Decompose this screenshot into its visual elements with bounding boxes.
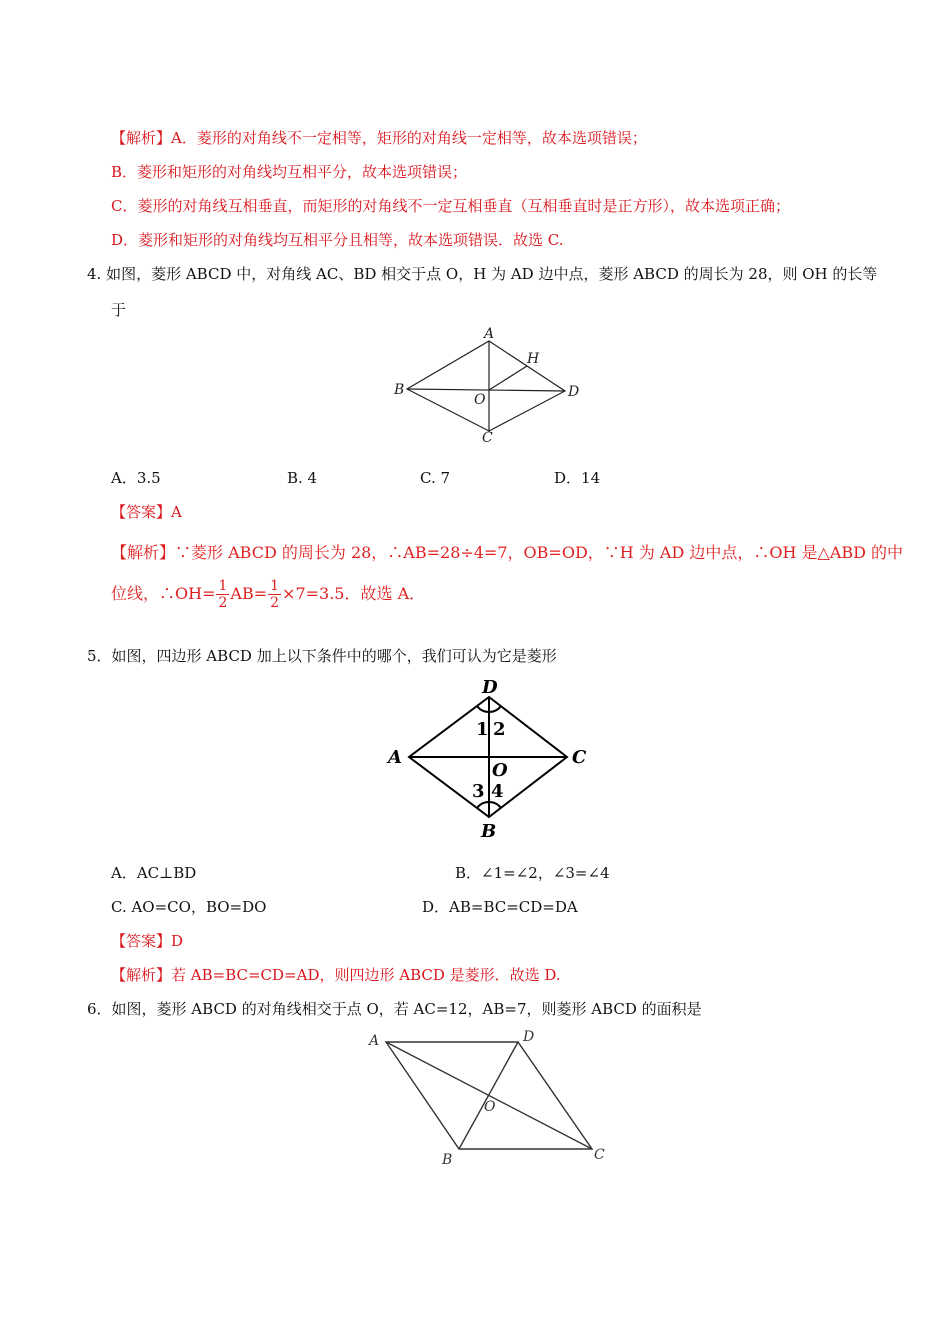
q5-solution: 【解析】若 AB=BC=CD=AD，则四边形 ABCD 是菱形．故选 D. [111,966,561,984]
q4-fraction-1 [216,578,229,611]
q4-label-o: O [474,392,486,408]
q5-label-c: C [572,747,587,768]
q5-label-4: 4 [491,781,504,802]
q4-stem-line2: 于 [111,301,127,319]
q6-stem: 6．如图，菱形 ABCD 的对角线相交于点 O，若 AC=12，AB=7，则菱形 ABCD 的面积是 [87,1000,702,1018]
q5-stem: 5．如图，四边形 ABCD 加上以下条件中的哪个，我们可认为它是菱形 [87,647,557,665]
q6-label-o: O [484,1099,496,1115]
q4-rhombus [407,341,565,431]
q4-solution-line2-end: ×7=3.5．故选 A． [282,584,426,603]
q6-diagonal-bd [459,1042,518,1149]
q5-label-o: O [492,760,508,781]
q4-option-d: D．14 [554,469,601,487]
q6-figure [360,1025,615,1173]
q4-fraction-2-den: 2 [270,595,280,611]
q5-label-d: D [482,677,498,698]
q4-label-h: H [527,351,540,367]
q5-option-d: D．AB=BC=CD=DA [422,898,578,916]
q6-label-b: B [442,1152,453,1168]
q5-answer: 【答案】D [111,932,184,950]
q4-label-a: A [484,326,495,342]
q4-solution-line2-mid: AB= [230,584,268,603]
q4-option-c: C. 7 [420,469,451,487]
q5-option-c: C. AO=CO，BO=DO [111,898,267,916]
q4-label-c: C [482,430,493,446]
q4-fraction-2-num: 1 [270,578,280,594]
q4-label-b: B [394,382,405,398]
q4-option-a: A．3.5 [111,469,161,487]
q5-label-1: 1 [476,719,489,740]
q4-stem-line1: 4. 如图，菱形 ABCD 中，对角线 AC、BD 相交于点 O，H 为 AD 边中点，菱形 ABCD 的周长为 28，则 OH 的长等 [87,265,878,283]
q4-figure [385,325,590,450]
prev-solution-b: B．菱形和矩形的对角线均互相平分，故本选项错误； [111,163,468,181]
q5-label-a: A [388,747,402,768]
q5-option-a: A．AC⊥BD [111,864,197,882]
q5-label-b: B [481,821,497,842]
q4-answer: 【答案】A [111,503,182,521]
q5-option-b: B．∠1=∠2，∠3=∠4 [455,864,610,882]
prev-solution-a: 【解析】A．菱形的对角线不一定相等，矩形的对角线一定相等，故本选项错误； [111,129,647,147]
q4-fraction-2 [268,578,281,611]
q6-label-c: C [594,1147,605,1163]
q6-label-a: A [369,1033,380,1049]
q5-figure [382,675,597,845]
q4-label-d: D [568,384,580,400]
q4-option-b: B. 4 [287,469,318,487]
prev-solution-d: D．菱形和矩形的对角线均互相平分且相等，故本选项错误．故选 C. [111,231,564,249]
q5-label-3: 3 [472,781,485,802]
q5-label-2: 2 [493,719,506,740]
prev-solution-c: C．菱形的对角线互相垂直，而矩形的对角线不一定互相垂直（互相垂直时是正方形），故本选项正确； [111,197,790,215]
q4-solution-line2-start: 位线，∴OH= [111,584,216,603]
q4-fraction-1-num: 1 [218,578,228,594]
q4-diagonal-bd [407,389,565,391]
q4-solution-line2 [111,574,425,614]
q4-fraction-1-den: 2 [218,595,228,611]
q6-label-d: D [523,1029,535,1045]
q4-segment-oh [489,366,527,390]
q4-solution-line1: 【解析】∵菱形 ABCD 的周长为 28，∴AB=28÷4=7，OB=OD，∵H 为 AD 边中点，∴OH 是△ABD 的中 [111,543,904,562]
